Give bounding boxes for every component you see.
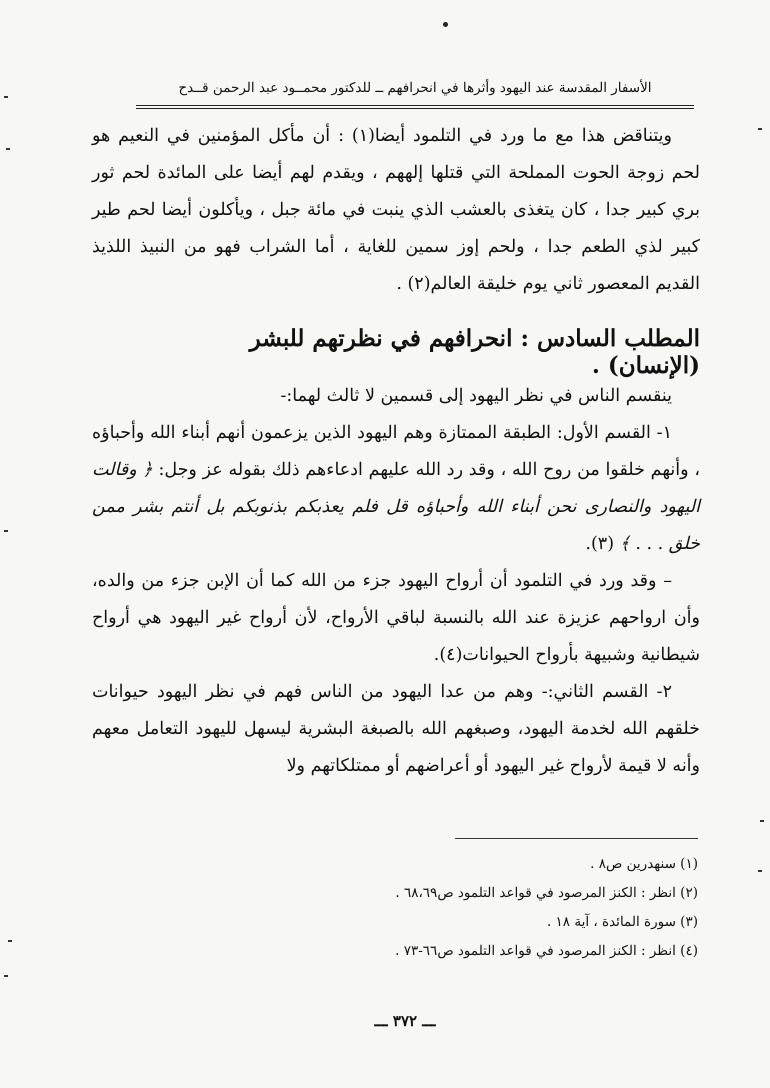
scan-margin-mark [4, 530, 8, 532]
scan-margin-mark [758, 128, 762, 130]
quran-reference: (٣). [585, 534, 615, 554]
scan-dot [443, 22, 448, 27]
scan-margin-mark [758, 870, 762, 872]
section-heading: المطلب السادس : انحرافهم في نظرتهم للبشر (الإنسان) . [249, 325, 700, 379]
part-two-paragraph: ٢- القسم الثاني:- وهم من عدا اليهود من الناس فهم في نظر اليهود حيوانات خلقهم الله لخدمة اليهود، وصبغهم الله بالصبغة البشرية ليسهل لليهود التعامل معهم وأنه لا قيمة لأرواح غير اليهود أو أعراضهم أو ممتلكاتهم ولا [92, 682, 700, 776]
footnote-rule [455, 838, 698, 839]
footnote: (١) سنهدرين ص٨ . [590, 856, 698, 872]
talmud-paragraph: – وقد ورد في التلمود أن أرواح اليهود جزء من الله كما أن الإبن جزء من والده، وأن ارواحهم عزيزة عند الله بالنسبة لباقي الأرواح، لأن أرواح غير اليهود هي أرواح شيطانية وشبيهة بأرواح الحيوانات(٤). [92, 571, 700, 665]
paragraph-block-1 [92, 118, 700, 303]
header-rule [136, 105, 694, 106]
part-one-paragraph [92, 415, 700, 563]
running-header: الأسفار المقدسة عند اليهود وأثرها في انحرافهم ــ للدكتور محمــود عبد الرحمن قــدح [178, 80, 652, 96]
scan-margin-mark [6, 148, 10, 150]
header-rule-double [136, 108, 694, 109]
quran-quote: ﴿ وقالت اليهود والنصارى نحن أبناء الله وأحباؤه قل فلم يعذبكم بذنوبكم بل أنتم بشر ممن خلق . . . ﴾ [92, 460, 700, 554]
scan-margin-mark [4, 975, 8, 977]
footnote: (٤) انظر : الكنز المرصود في قواعد التلمود ص٦٦-٧٣ . [395, 943, 698, 959]
scan-margin-mark [8, 940, 12, 942]
section-body [92, 378, 700, 785]
scan-margin-mark [760, 820, 764, 822]
footnote: (٢) انظر : الكنز المرصود في قواعد التلمود ص٦٨،٦٩ . [395, 885, 698, 901]
paragraph: ويتناقض هذا مع ما ورد في التلمود أيضا(١) : أن مأكل المؤمنين في النعيم هو لحم زوجة الحوت المملحة التي قتلها إلههم ، ويقدم لهم أيضا على المائدة لحم ثور بري كبير جدا ، كان يتغذى بالعشب الذي ينبت في مائة جبل ، ويأكلون أيضا لحم طير كبير لذي الطعم جدا ، ولحم إوز سمين للغاية ، أما الشراب فهو من النبيذ اللذيذ القديم المعصور ثاني يوم خليقة العالم(٢) . [92, 126, 700, 294]
intro-paragraph: ينقسم الناس في نظر اليهود إلى قسمين لا ثالث لهما:- [280, 386, 672, 406]
part-one-text: ١- القسم الأول: الطبقة الممتازة وهم اليهود الذين يزعمون أنهم أبناء الله وأحباؤه ، وأنهم خلقوا من روح الله ، وقد رد الله عليهم ادعاءهم ذلك بقوله عز وجل: [92, 423, 700, 480]
footnote: (٣) سورة المائدة ، آية ١٨ . [546, 914, 698, 930]
footnotes [260, 850, 698, 966]
page-number: ـــ ٣٧٢ ـــ [374, 1012, 436, 1030]
scan-margin-mark [4, 96, 8, 98]
